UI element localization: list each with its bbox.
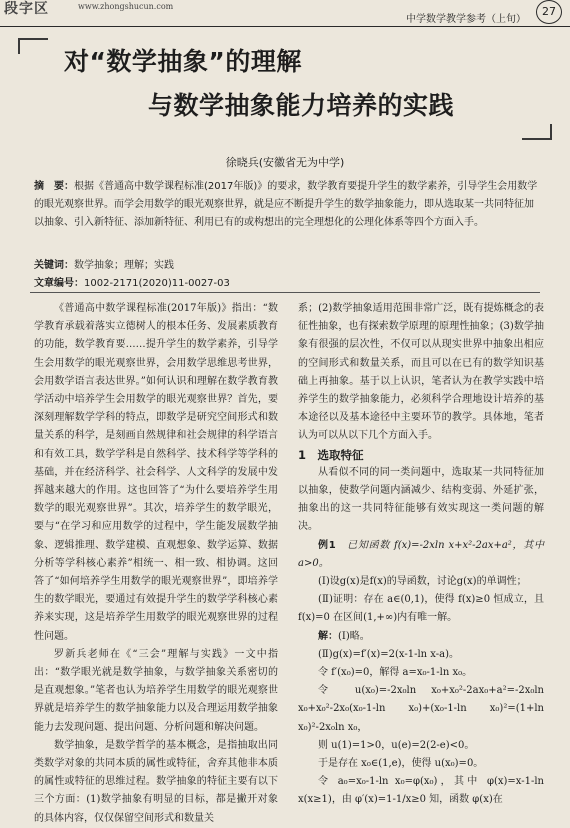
abstract-label: 摘 要： — [34, 181, 74, 192]
title-line-2: 与数学抽象能力培养的实践 — [148, 91, 455, 120]
solution-step: (Ⅰ)略。 — [338, 630, 370, 642]
section-heading: 1 选取特征 — [298, 447, 364, 462]
solution-step: 令 a₀=x₀-1-ln x₀=φ(x₀)，其中 φ(x)=x-1-ln x(x≥1)，由 φ′(x)=1-1/x≥0 知，函数 φ(x)在 — [298, 776, 544, 806]
header-divider — [30, 292, 540, 293]
solution-step: 令 u(x₀)=-2x₀ln x₀+x₀²-2ax₀+a²=-2x₀ln x₀+x₀²-2x₀(x₀-1-ln x₀)+(x₀-1-ln x₀)²=(1+ln x₀)²-2x₀ln x₀， — [298, 685, 544, 733]
paragraph: 《普通高中数学课程标准(2017年版)》指出：“数学教育承载着落实立德树人的根本任务、发展素质教育的功能，数学教育要……提升学生的数学素养，引导学生会用数学的眼光观察世界，会用数学思维思考世界，会用数学语言表达世界。”如何认识和理解在数学教育教学活动中培养学生会用数学的眼光观察世界？首先，要深刻理解数学学科的特点，即数学是研究空间形式和数量关系的科学，是刻画自然规律和社会规律的科学语言和有效工具，数学学科是自然科学、技术科学等学科的基础，并在经济科学、社会科学、人文科学的发展中发挥越来越大的作用。这也回答了“为什么要培养学生用数学的眼光观察世界”。其次，培养学生的数学眼光，要与“在学习和应用数学的过程中，学生能发展数学抽象、逻辑推理、数学建模、直观想象、数学运算、数据分析等学科核心素养”相统一、相一致、相协调。这回答了“如何培养学生用数学的眼光观察世界”，即培养学生的数学眼光，要通过有效提升学生的数学学科核心素养来实现，这是培养学生用数学的眼光观察世界的过程性问题。 — [34, 303, 278, 642]
paragraph: 罗新兵老师在《“三会”理解与实践》一文中指出：“数学眼光就是数学抽象，与数学抽象关系密切的是直观想象。”笔者也认为培养学生用数学的眼光观察世界就是培养学生的数学抽象能力以及合理运用数学抽象能力去发现问题、提出问题、分析问题和解决问题。 — [34, 648, 278, 733]
abstract-text: 根据《普通高中数学课程标准(2017年版)》的要求，数学教育要提升学生的数学素养，引导学生会用数学的眼光观察世界。而学会用数学的眼光观察世界，就是应不断提升学生的数学抽象能力，即从选取某一共同特征加以抽象、引入新特征、添加新特征、利用已有的或构想出的完全理想化的公理化体系等四个方面入手。 — [34, 181, 538, 228]
article-number-text: 1002-2171(2020)11-0027-03 — [84, 278, 230, 289]
header-url: www.zhongshucun.com — [78, 2, 174, 11]
paragraph: 系；(2)数学抽象适用范围非常广泛，既有提炼概念的表征性抽象，也有探索数学原理的原理性抽象；(3)数学抽象有很强的层次性，不仅可以从现实世界中抽象出相应的空间形式和数量关系，而且可以在已有的数学知识基础上再抽象。基于以上认识，笔者认为在教学实践中培养学生的数学抽象能力，必须科学合理地设计培养的基本途径以及基本途径中主要环节的教学。具体地，笔者认为可以从以下几个方面入手。 — [298, 303, 544, 442]
keywords-text: 数学抽象；理解；实践 — [74, 260, 174, 271]
left-column — [34, 300, 278, 828]
journal-name: 中学数学教学参考（上旬） — [406, 14, 526, 25]
solution-step: 则 u(1)=1>0，u(e)=2(2-e)<0。 — [318, 739, 475, 751]
solution-step: (Ⅱ)g(x)=f′(x)=2(x-1-ln x-a)。 — [318, 648, 459, 660]
article-number-label: 文章编号： — [34, 278, 84, 289]
page-number: 27 — [536, 0, 562, 24]
keywords — [34, 256, 538, 271]
keywords-label: 关键词： — [34, 260, 74, 271]
example-1 — [298, 537, 544, 573]
right-column — [298, 300, 544, 810]
paragraph: 数学抽象，是数学哲学的基本概念，是指抽取出同类数学对象的共同本质的属性或特征，舍弃其他非本质的属性或特征的思维过程。数学抽象的特征主要有以下三个方面：(1)数学抽象有明显的目标，都是撇开对象的具体内容，仅仅保留空间形式和数量关 — [34, 739, 278, 824]
abstract — [34, 178, 538, 232]
example-text: 已知函数 f(x)=-2xln x+x²-2ax+a²，其中 a>0。 — [298, 539, 545, 569]
solution-1 — [298, 628, 544, 646]
author-line: 徐晓兵(安徽省无为中学) — [225, 156, 345, 169]
solution-label: 解： — [318, 630, 338, 642]
question-1: (Ⅰ)设g(x)是f(x)的导函数，讨论g(x)的单调性； — [318, 576, 527, 588]
title-corner-bottom-right — [522, 124, 552, 140]
title-line-1: 对“数学抽象”的理解 — [64, 47, 302, 76]
title-corner-top-left — [18, 38, 48, 54]
header-logo: 段字区 — [4, 1, 49, 17]
article-number — [34, 274, 538, 289]
solution-step: 于是存在 x₀∈(1,e)，使得 u(x₀)=0。 — [318, 758, 484, 770]
question-2: (Ⅱ)证明：存在 a∈(0,1)，使得 f(x)≥0 恒成立，且 f(x)=0 在区间(1,+∞)内有唯一解。 — [298, 594, 544, 624]
solution-step: 令 f′(x₀)=0，解得 a=x₀-1-ln x₀。 — [318, 667, 473, 679]
example-label: 例1 — [318, 539, 336, 551]
page-header — [0, 0, 570, 27]
paragraph: 从看似不同的同一类问题中，选取某一共同特征加以抽象，使数学问题内涵减少、结构变弱、外延扩张，抽象出的这一共同特征能够有效实现这一类问题的解决。 — [298, 466, 544, 533]
